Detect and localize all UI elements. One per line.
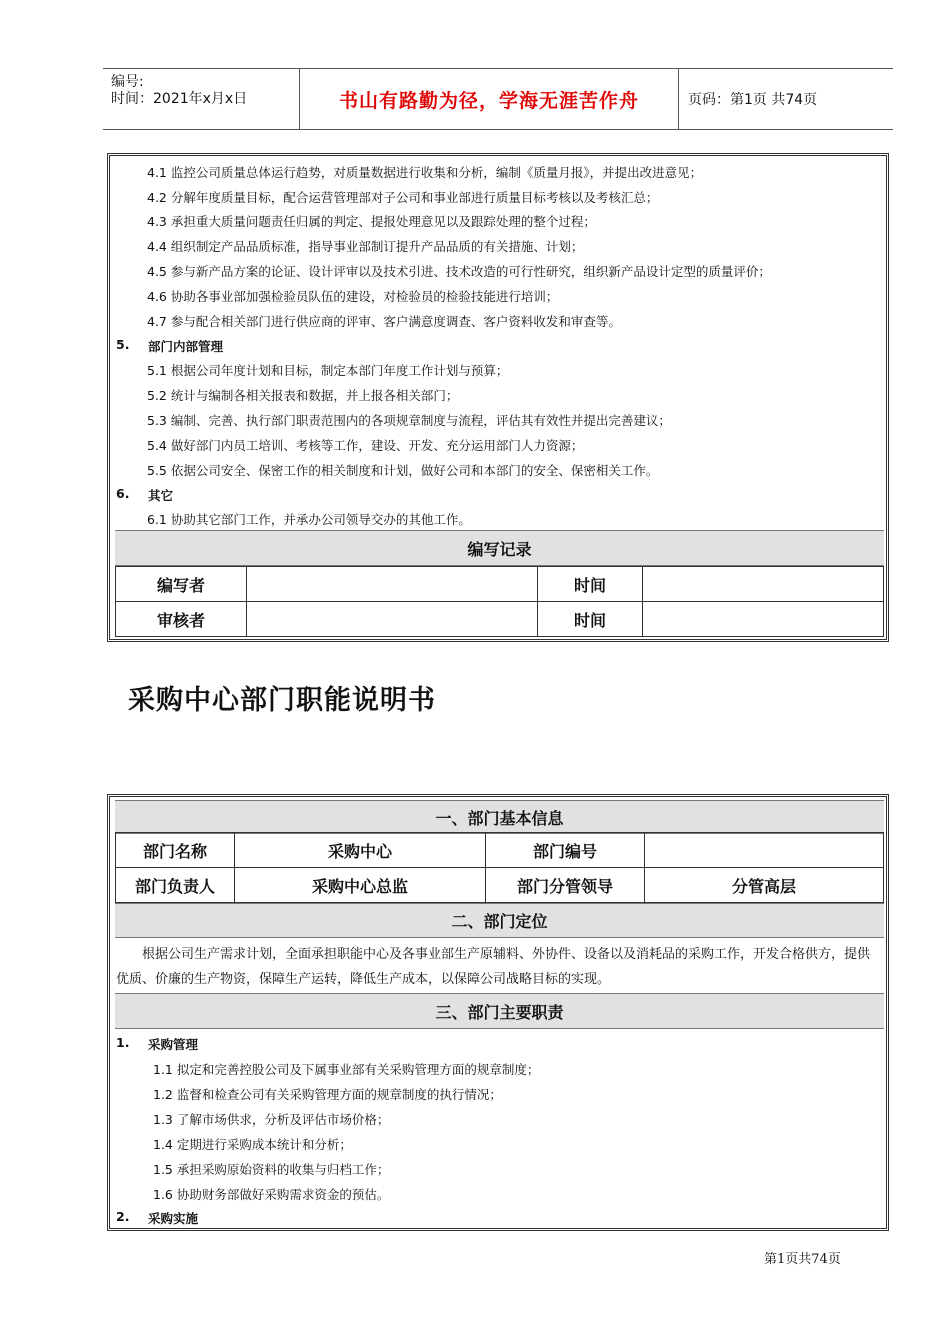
doc-time-label: 时间：2021年x月x日 xyxy=(111,91,248,107)
writer-label: 编写者 xyxy=(116,567,247,602)
dept-code-value xyxy=(645,833,884,868)
list-item: 4.7 参与配合相关部门进行供应商的评审、客户满意度调查、客户资料收发和审查等。 xyxy=(147,314,621,329)
doc-number-label: 编号: xyxy=(111,74,144,90)
header-motto-cell xyxy=(299,69,679,129)
dept-code-label: 部门编号 xyxy=(486,833,645,868)
list-item: 4.1 监控公司质量总体运行趋势，对质量数据进行收集和分析，编制《质量月报》，并提出改进意见； xyxy=(147,165,703,180)
list-item: 5.1 根据公司年度计划和目标，制定本部门年度工作计划与预算； xyxy=(147,363,509,378)
basic-info-bar xyxy=(115,800,884,834)
dept-head-label: 部门负责人 xyxy=(116,868,235,903)
section-heading: 采购实施 xyxy=(148,1211,199,1226)
list-item: 5.4 做好部门内员工培训、考核等工作，建设、开发、充分运用部门人力资源； xyxy=(147,438,584,453)
list-item: 1.1 拟定和完善控股公司及下属事业部有关采购管理方面的规章制度； xyxy=(153,1062,540,1077)
section-heading: 其它 xyxy=(148,488,174,503)
page-footer: 第1页共74页 xyxy=(764,1252,841,1267)
header-page-label: 页码：第1页 共74页 xyxy=(688,92,818,108)
list-item: 4.5 参与新产品方案的论证、设计评审以及技术引进、技术改造的可行性研究，组织新产品设计定型的质量评价； xyxy=(147,264,771,279)
dept-leader-label: 部门分管领导 xyxy=(486,868,645,903)
list-item: 4.3 承担重大质量问题责任归属的判定、提报处理意见以及跟踪处理的整个过程； xyxy=(147,214,596,229)
reviewer-value xyxy=(247,602,538,637)
section-number: 5. xyxy=(116,337,130,352)
record-title: 编写记录 xyxy=(467,539,532,559)
duties-title: 三、部门主要职责 xyxy=(435,1002,564,1022)
list-item: 1.4 定期进行采购成本统计和分析； xyxy=(153,1137,352,1152)
dept-leader-value: 分管高层 xyxy=(645,868,884,903)
section-heading: 采购管理 xyxy=(148,1037,199,1052)
record-title-bar xyxy=(115,530,884,566)
positioning-title: 二、部门定位 xyxy=(451,912,548,931)
basic-info-table xyxy=(115,832,884,903)
list-item: 6.1 协助其它部门工作，并承办公司领导交办的其他工作。 xyxy=(147,512,471,527)
list-item: 1.6 协助财务部做好采购需求资金的预估。 xyxy=(153,1187,390,1202)
record-table xyxy=(115,566,884,637)
time-value xyxy=(643,602,884,637)
basic-info-title: 一、部门基本信息 xyxy=(435,808,564,828)
list-item: 5.5 依据公司安全、保密工作的相关制度和计划，做好公司和本部门的安全、保密相关工作。 xyxy=(147,463,659,478)
document-title: 采购中心部门职能说明书 xyxy=(128,685,436,716)
header-meta xyxy=(103,69,299,129)
header-motto: 书山有路勤为径，学海无涯苦作舟 xyxy=(338,89,639,112)
duties-bar xyxy=(115,993,884,1029)
dept-head-value: 采购中心总监 xyxy=(235,868,486,903)
header-page-cell xyxy=(678,69,893,129)
dept-name-label: 部门名称 xyxy=(116,833,235,868)
list-item: 5.3 编制、完善、执行部门职责范围内的各项规章制度与流程，评估其有效性并提出完善建议； xyxy=(147,413,671,428)
section-number: 2. xyxy=(116,1209,130,1224)
list-item: 1.2 监督和检查公司有关采购管理方面的规章制度的执行情况； xyxy=(153,1087,502,1102)
list-item: 4.4 组织制定产品品质标准，指导事业部制订提升产品品质的有关措施、计划； xyxy=(147,239,584,254)
reviewer-label: 审核者 xyxy=(116,602,247,637)
list-item: 1.3 了解市场供求，分析及评估市场价格； xyxy=(153,1112,390,1127)
list-item: 1.5 承担采购原始资料的收集与归档工作； xyxy=(153,1162,390,1177)
section-number: 1. xyxy=(116,1035,130,1050)
list-item: 4.6 协助各事业部加强检验员队伍的建设，对检验员的检验技能进行培训； xyxy=(147,289,559,304)
list-item: 5.2 统计与编制各相关报表和数据，并上报各相关部门； xyxy=(147,388,459,403)
writer-value xyxy=(247,567,538,602)
list-item: 4.2 分解年度质量目标，配合运营管理部对子公司和事业部进行质量目标考核以及考核汇总； xyxy=(147,190,659,205)
positioning-bar xyxy=(115,903,884,938)
time-label: 时间 xyxy=(538,567,643,602)
positioning-text: 根据公司生产需求计划，全面承担职能中心及各事业部生产原辅料、外协件、设备以及消耗品的采购工作，开发合格供方，提供优质、价廉的生产物资，保障生产运转，降低生产成本，以保障公司战略目标的实现。 xyxy=(116,947,871,987)
time-label: 时间 xyxy=(538,602,643,637)
time-value xyxy=(643,567,884,602)
quality-duties-box xyxy=(107,153,889,642)
purchase-center-box xyxy=(107,794,889,1231)
page-header xyxy=(103,68,893,130)
section-number: 6. xyxy=(116,486,130,501)
section-heading: 部门内部管理 xyxy=(148,339,224,354)
dept-name-value: 采购中心 xyxy=(235,833,486,868)
